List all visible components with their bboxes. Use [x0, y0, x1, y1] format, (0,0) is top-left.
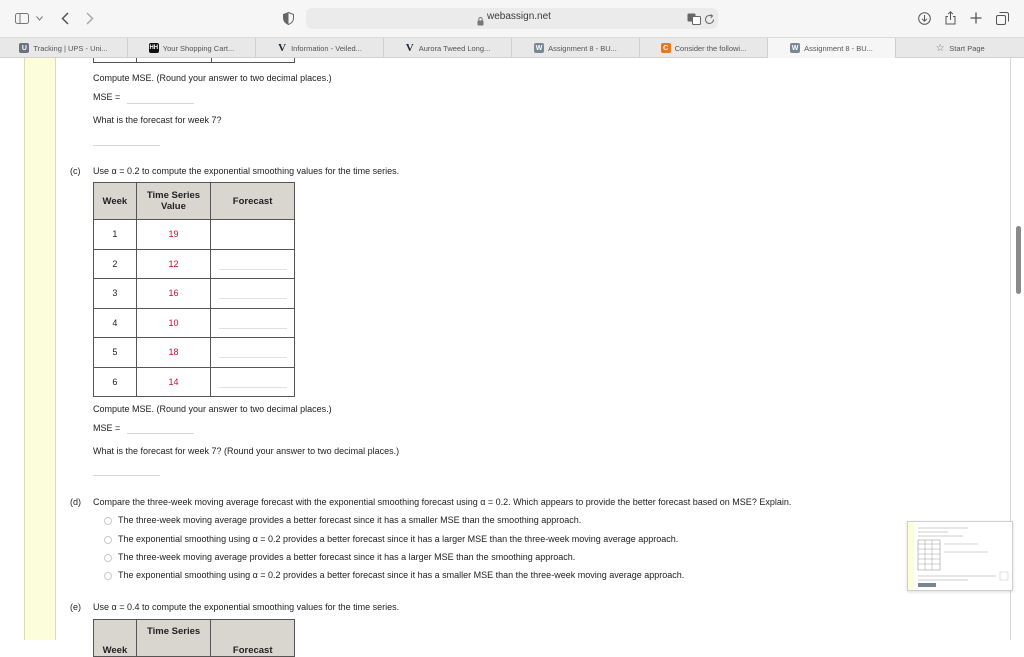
forecast-cell [211, 279, 295, 309]
ups-icon: U [19, 43, 29, 53]
tab-assignment-8-active[interactable] [768, 38, 896, 58]
forward-icon[interactable] [84, 9, 96, 27]
part-b-mse-input[interactable] [127, 92, 194, 104]
webassign-icon: W [791, 44, 799, 52]
tab-label: Tracking | UPS - Uni... [33, 43, 108, 53]
part-b-mse-label: MSE = [93, 92, 121, 102]
reload-icon[interactable] [704, 12, 715, 30]
value-cell: 12 [136, 249, 210, 279]
tab-label: Assignment 8 - BU... [804, 43, 873, 53]
week-cell: 3 [94, 279, 137, 309]
prev-table-edge [294, 58, 295, 63]
forecast-cell [211, 367, 295, 397]
part-c-week7-input[interactable] [93, 464, 160, 476]
part-c-table [93, 182, 295, 397]
value-cell: 14 [136, 367, 210, 397]
privacy-shield-icon[interactable] [281, 9, 295, 27]
browser-toolbar [0, 0, 1024, 37]
option-radio[interactable] [104, 554, 112, 562]
week-cell: 1 [94, 220, 137, 250]
value-cell: 18 [136, 338, 210, 368]
tab-label: Start Page [949, 43, 985, 53]
forecast-input[interactable] [219, 258, 287, 270]
forecast-input[interactable] [219, 287, 287, 299]
table-row [94, 220, 295, 250]
prev-table-bottom [93, 62, 294, 63]
downloads-icon[interactable] [917, 9, 931, 27]
chegg-icon: C [661, 43, 671, 53]
v-logo-icon: V [278, 42, 287, 54]
option-label[interactable]: The exponential smoothing using α = 0.2 provides a better forecast since it has a larger MSE than the three-week moving average approach. [118, 534, 679, 544]
tab-label: Aurora Tweed Long... [418, 43, 491, 53]
hh-icon: HH [149, 45, 159, 51]
header-week: Week [94, 183, 137, 220]
forecast-cell [211, 308, 295, 338]
prev-table-edge [93, 58, 94, 63]
question-margin [24, 58, 56, 640]
forecast-input[interactable] [219, 376, 287, 388]
option-label[interactable]: The exponential smoothing using α = 0.2 provides a better forecast since it has a smaller MSE than the three-week moving average approach. [118, 570, 685, 580]
part-e-table [93, 619, 295, 657]
sidebar-toggle-icon[interactable] [14, 9, 30, 27]
part-c-letter: (c) [70, 166, 81, 176]
tab-label: Your Shopping Cart... [162, 43, 235, 53]
tab-consider-following[interactable] [640, 38, 768, 58]
share-icon[interactable] [943, 9, 957, 27]
tab-label: Consider the followi... [674, 43, 747, 53]
forecast-cell [211, 338, 295, 368]
option-label[interactable]: The three-week moving average provides a better forecast since it has a smaller MSE than the smoothing approach. [118, 515, 582, 525]
part-c-prompt: Use α = 0.2 to compute the exponential smoothing values for the time series. [93, 166, 400, 176]
part-c-mse-input[interactable] [127, 422, 194, 434]
header-forecast: Forecast [211, 183, 295, 220]
star-icon: ☆ [935, 42, 945, 54]
v-logo-icon: V [405, 42, 414, 54]
webassign-icon: W [535, 44, 543, 52]
back-icon[interactable] [59, 9, 71, 27]
thumbnail-image [908, 522, 1012, 590]
table-row [94, 249, 295, 279]
scrollbar-thumb[interactable] [1016, 226, 1021, 294]
address-url: webassign.net [487, 11, 551, 22]
option-radio[interactable] [104, 536, 112, 544]
option-label[interactable]: The three-week moving average provides a better forecast since it has a larger MSE than the smoothing approach. [118, 552, 576, 562]
part-b-week7-input[interactable] [93, 134, 160, 146]
translate-icon[interactable] [687, 12, 701, 30]
week-cell: 4 [94, 308, 137, 338]
forecast-input[interactable] [219, 346, 287, 358]
part-d-letter: (d) [70, 497, 81, 507]
part-e-letter: (e) [70, 602, 81, 612]
forecast-cell [211, 220, 295, 250]
tab-label: Information - Veiled... [291, 43, 362, 53]
part-c-mse-label: MSE = [93, 423, 121, 433]
tab-shopping-cart[interactable] [128, 38, 256, 58]
part-b-week7-prompt: What is the forecast for week 7? [93, 115, 222, 125]
header-forecast: Forecast [211, 620, 295, 657]
tab-overview-icon[interactable] [995, 9, 1009, 27]
part-e-prompt: Use α = 0.4 to compute the exponential smoothing values for the time series. [93, 602, 400, 612]
option-radio[interactable] [104, 572, 112, 580]
week-cell: 5 [94, 338, 137, 368]
value-cell: 10 [136, 308, 210, 338]
option-radio[interactable] [104, 517, 112, 525]
forecast-cell [211, 249, 295, 279]
table-row [94, 308, 295, 338]
forecast-input[interactable] [219, 317, 287, 329]
part-c-mse-prompt: Compute MSE. (Round your answer to two decimal places.) [93, 404, 332, 414]
value-cell: 19 [136, 220, 210, 250]
header-time-series: Time Series [136, 620, 211, 657]
header-week: Week [94, 620, 137, 657]
page-content [0, 58, 1024, 656]
tab-information-veiled[interactable] [256, 38, 384, 58]
tab-ups-tracking[interactable] [0, 38, 128, 58]
week-cell: 6 [94, 367, 137, 397]
tab-assignment-8-a[interactable] [512, 38, 640, 58]
header-time-series-value: Time Series Value [136, 183, 210, 220]
value-cell: 16 [136, 279, 210, 309]
part-b-mse-prompt: Compute MSE. (Round your answer to two decimal places.) [93, 73, 332, 83]
tab-bar [0, 37, 1024, 58]
part-c-week7-prompt: What is the forecast for week 7? (Round your answer to two decimal places.) [93, 446, 400, 456]
lock-icon [477, 13, 484, 31]
chevron-down-icon[interactable] [34, 9, 44, 27]
page-thumbnail-preview[interactable] [907, 521, 1013, 591]
address-bar[interactable] [306, 8, 718, 29]
tab-label: Assignment 8 - BU... [548, 43, 617, 53]
table-row [94, 367, 295, 397]
week-cell: 2 [94, 249, 137, 279]
new-tab-icon[interactable] [969, 9, 983, 27]
tab-aurora-tweed[interactable] [384, 38, 512, 58]
table-row [94, 338, 295, 368]
table-row [94, 279, 295, 309]
tab-start-page[interactable] [896, 38, 1024, 58]
part-d-prompt: Compare the three-week moving average forecast with the exponential smoothing forecast using α = 0.2. Which appears to provide the better forecast based on MSE? Explain. [93, 497, 792, 507]
